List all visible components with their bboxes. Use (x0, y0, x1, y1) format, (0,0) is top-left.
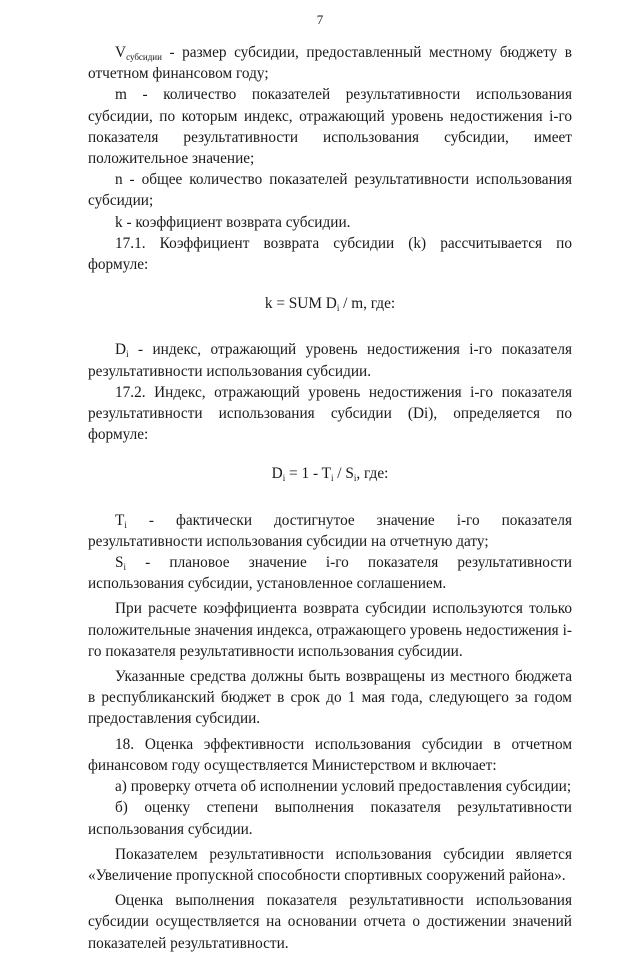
formula-k (88, 293, 572, 314)
paragraph-return-note: Указанные средства должны быть возвращены из местного бюджета в республиканский бюджет в срок до 1 мая года, следующего за годом предоставления субсидии. (88, 668, 572, 728)
formula-di-where: , где: (356, 465, 389, 483)
paragraph-18: 18. Оценка эффективности использования субсидии в отчетном финансовом году осуществляется Министерством и включает: (88, 735, 572, 774)
paragraph-m-definition: m - количество показателей результативности использования субсидии, по которым индекс, отражающий уровень недостижения i-го показателя результативности использования субсидии, имеет положительное значение; (88, 86, 572, 168)
formula-k-left: k = SUM D (264, 295, 337, 313)
page-number: 7 (316, 12, 324, 27)
paragraph-ti-definition (88, 510, 572, 552)
formula-k-right: / m, где: (339, 295, 396, 313)
ti-definition-text: - фактически достигнутое значение i-го показателя результативности использования субсидии на отчетную дату; (88, 511, 572, 550)
paragraph-assessment: Оценка выполнения показателя результативности использования субсидии осуществляется на основании отчета о достижении значений показателей результативности. (88, 892, 572, 952)
formula-k-subscript: i (336, 303, 340, 314)
formula-di-s: / S (333, 465, 354, 483)
document-body (88, 42, 572, 954)
si-subscript: i (123, 562, 127, 573)
paragraph-17-2: 17.2. Индекс, отражающий уровень недостижения i-го показателя результативности использования субсидии (Di), определяется по формуле: (88, 383, 572, 444)
si-symbol: S (115, 554, 124, 572)
ti-subscript: i (124, 519, 127, 530)
di-subscript: i (126, 349, 129, 360)
paragraph-n-definition: n - общее количество показателей результативности использования субсидии; (88, 171, 572, 210)
paragraph-v-definition (88, 42, 572, 84)
si-definition-text: - плановое значение i-го показателя результативности использования субсидии, установленное соглашением. (88, 554, 572, 593)
formula-di-d: D (271, 465, 283, 483)
v-symbol: V (115, 44, 127, 61)
di-definition-text: - индекс, отражающий уровень недостижения i-го показателя результативности использования субсидии. (88, 341, 572, 380)
list-item-b: б) оценку степени выполнения показателя результативности использования субсидии. (88, 799, 572, 838)
formula-di-t: = 1 - T (285, 465, 331, 483)
formula-di-sub1: i (282, 473, 286, 484)
paragraph-indicator: Показателем результативности использования субсидии является «Увеличение пропускной способности спортивных сооружений района». (88, 845, 572, 884)
formula-di-sub3: i (353, 473, 357, 484)
paragraph-calc-note: При расчете коэффициента возврата субсидии используются только положительные значения индекса, отражающего уровень недостижения i-го показателя результативности использования субсидии. (88, 600, 572, 660)
di-symbol: D (115, 341, 127, 359)
formula-di-sub2: i (330, 473, 334, 484)
paragraph-k-definition: k - коэффициент возврата субсидии. (115, 213, 351, 231)
v-definition-text: - размер субсидии, предоставленный местному бюджету в отчетном финансовом году; (88, 44, 572, 83)
formula-di (88, 463, 572, 484)
ti-symbol: T (115, 511, 125, 529)
paragraph-17-1: 17.1. Коэффициент возврата субсидии (k) рассчитывается по формуле: (88, 234, 572, 274)
paragraph-di-definition (88, 339, 572, 381)
v-subscript: субсидии (126, 52, 162, 62)
list-item-a: а) проверку отчета об исполнении условий предоставления субсидии; (115, 778, 572, 796)
paragraph-si-definition (88, 552, 572, 594)
